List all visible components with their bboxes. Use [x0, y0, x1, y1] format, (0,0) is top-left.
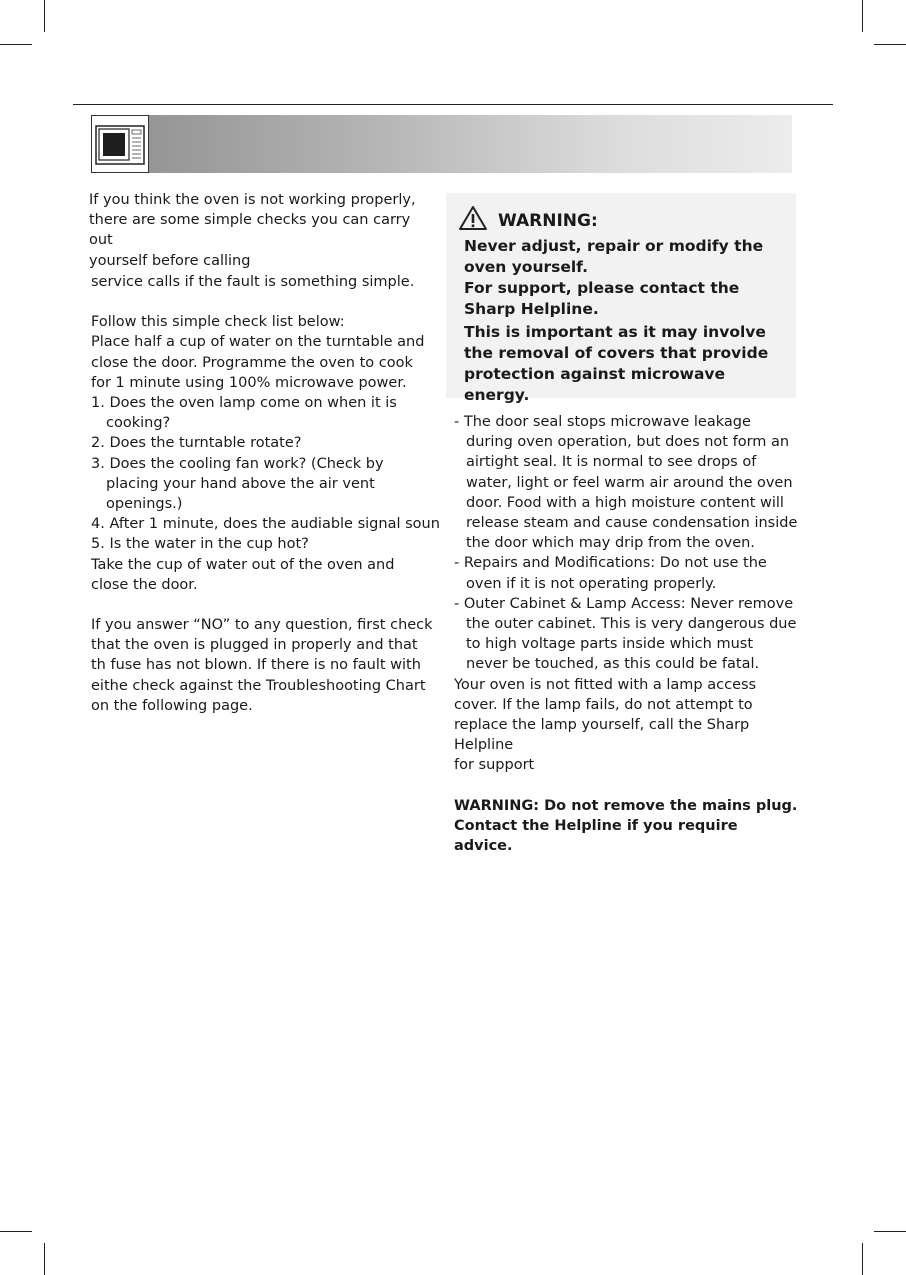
crop-mark — [44, 1243, 45, 1275]
cabinet-text: - Outer Cabinet & Lamp Access: Never remove the outer cabinet. This is very dangerous due to high voltage parts inside which must never be touched, as this could be fatal. — [454, 595, 797, 673]
header-rule — [73, 104, 833, 105]
warning-body — [464, 236, 794, 406]
crop-mark — [874, 44, 906, 45]
crop-mark — [0, 1231, 32, 1232]
repairs-text: - Repairs and Modifications: Do not use the oven if it is not operating properly. — [454, 555, 767, 592]
intro-text — [89, 190, 429, 271]
check-item: 1. Does the oven lamp come on when it is cooking? — [91, 395, 397, 432]
crop-mark — [0, 44, 32, 45]
warning-line: Sharp Helpline. — [464, 300, 599, 318]
microwave-icon — [91, 115, 149, 173]
final-warning-line: Contact the Helpline if you require advice. — [454, 817, 738, 855]
check-item: 4. After 1 minute, does the audiable signal soun — [91, 516, 440, 533]
place-text: Place half a cup of water on the turntable and close the door. Programme the oven to cook for 1 minute using 100% microwave power. — [91, 334, 425, 391]
final-warning-line: WARNING: Do not remove the mains plug. — [454, 797, 798, 814]
warning-triangle-icon — [458, 205, 488, 236]
check-item: 5. Is the water in the cup hot? — [91, 536, 309, 553]
warning-box — [446, 193, 796, 404]
crop-mark — [862, 0, 863, 32]
follow-text: Follow this simple check list below: — [91, 314, 345, 331]
take-text: Take the cup of water out of the oven and close the door. — [91, 556, 395, 593]
crop-mark — [44, 0, 45, 32]
warning-title — [458, 205, 598, 236]
safety-notes — [454, 412, 799, 856]
answer-text: If you answer “NO” to any question, first check that the oven is plugged in properly and that th fuse has not blown. If there is no fault with eithe check against the Troubleshooting Chart on the following page. — [91, 617, 433, 714]
crop-mark — [862, 1243, 863, 1275]
lamp-text: Your oven is not fitted with a lamp access cover. If the lamp fails, do not attempt to replace the lamp yourself, call the Sharp Helpline — [454, 676, 757, 754]
warning-line: This is important as it may involve the removal of covers that provide protection against microwave energy. — [464, 323, 769, 404]
warning-line: Never adjust, repair or modify the oven yourself. — [464, 237, 764, 276]
check-item: 2. Does the turntable rotate? — [91, 435, 302, 452]
service-text: service calls if the fault is something simple. — [91, 274, 415, 290]
section-banner — [91, 115, 792, 173]
support-text: for support — [454, 757, 535, 774]
warning-line: For support, please contact the — [464, 279, 740, 297]
check-list-section — [91, 272, 440, 716]
intro-line: yourself before calling — [89, 252, 251, 269]
check-item: 3. Does the cooling fan work? (Check by placing your hand above the air vent openings.) — [91, 455, 384, 513]
crop-mark — [874, 1231, 906, 1232]
door-seal-text: - The door seal stops microwave leakage during oven operation, but does not form an airtight seal. It is normal to see drops of water, light or feel warm air around the oven door. Food with a high moisture content will release steam and cause condensation inside the door which may drip from the oven. — [454, 414, 798, 552]
intro-line: If you think the oven is not working properly, — [89, 192, 416, 208]
warning-title-text: WARNING: — [498, 210, 598, 231]
intro-line: there are some simple checks you can carry out — [89, 212, 411, 249]
